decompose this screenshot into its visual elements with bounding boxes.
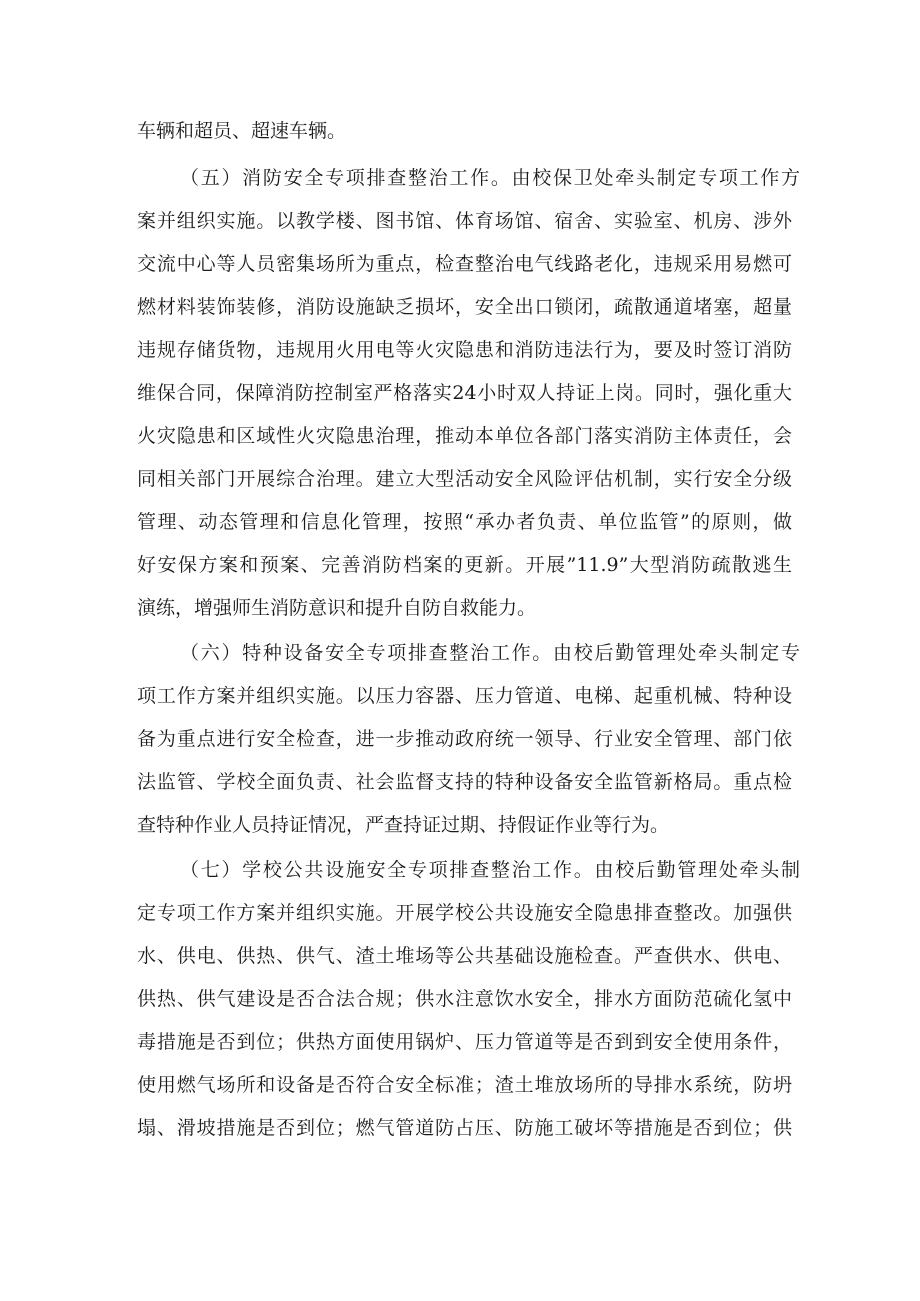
paragraph-line: 同相关部门开展综合治理。建立大型活动安全风险评估机制，实行安全分级 bbox=[137, 468, 792, 490]
paragraph-line: 项工作方案并组织实施。以压力容器、压力管道、电梯、起重机械、特种设 bbox=[137, 685, 792, 707]
paragraph-first-line: （六）特种设备安全专项排查整治工作。由校后勤管理处牵头制定专 bbox=[180, 642, 800, 664]
paragraph-line: 塌、滑坡措施是否到位；燃气管道防占压、防施工破坏等措施是否到位；供 bbox=[137, 1117, 792, 1139]
paragraph-line: 车辆和超员、超速车辆。 bbox=[137, 120, 347, 142]
paragraph-line: 演练，增强师生消防意识和提升自防自救能力。 bbox=[137, 597, 537, 619]
paragraph-line: 备为重点进行安全检查，进一步推动政府统一领导、行业安全管理、部门依 bbox=[137, 728, 792, 750]
paragraph-first-line: （七）学校公共设施安全专项排查整治工作。由校后勤管理处牵头制 bbox=[180, 859, 800, 881]
paragraph-line: 水、供电、供热、供气、渣土堆场等公共基础设施检查。严查供水、供电、 bbox=[137, 945, 792, 967]
paragraph-line: 违规存储货物，违规用火用电等火灾隐患和消防违法行为，要及时签订消防 bbox=[137, 339, 792, 361]
paragraph-line: 法监管、学校全面负责、社会监督支持的特种设备安全监管新格局。重点检 bbox=[137, 771, 792, 793]
paragraph-line: 好安保方案和预案、完善消防档案的更新。开展”11.9”大型消防疏散逃生 bbox=[137, 554, 792, 576]
paragraph-line: 交流中心等人员密集场所为重点，检查整治电气线路老化，违规采用易燃可 bbox=[137, 253, 792, 275]
paragraph-line: 案并组织实施。以教学楼、图书馆、体育场馆、宿舍、实验室、机房、涉外 bbox=[137, 210, 792, 232]
paragraph-line: 管理、动态管理和信息化管理，按照“承办者负责、单位监管”的原则，做 bbox=[137, 511, 792, 533]
paragraph-line: 火灾隐患和区域性火灾隐患治理，推动本单位各部门落实消防主体责任，会 bbox=[137, 425, 792, 447]
paragraph-line: 供热、供气建设是否合法合规；供水注意饮水安全，排水方面防范硫化氢中 bbox=[137, 988, 792, 1010]
paragraph-line: 燃材料装饰装修，消防设施缺乏损坏，安全出口锁闭，疏散通道堵塞，超量 bbox=[137, 296, 792, 318]
paragraph-line: 使用燃气场所和设备是否符合安全标准；渣土堆放场所的导排水系统，防坍 bbox=[137, 1074, 792, 1096]
paragraph-first-line: （五）消防安全专项排查整治工作。由校保卫处牵头制定专项工作方 bbox=[180, 167, 800, 189]
paragraph-line: 毒措施是否到位；供热方面使用锅炉、压力管道等是否到到安全使用条件， bbox=[137, 1031, 792, 1053]
paragraph-line: 维保合同，保障消防控制室严格落实24小时双人持证上岗。同时，强化重大 bbox=[137, 382, 792, 404]
paragraph-line: 定专项工作方案并组织实施。开展学校公共设施安全隐患排查整改。加强供 bbox=[137, 902, 792, 924]
paragraph-line: 查特种作业人员持证情况，严查持证过期、持假证作业等行为。 bbox=[137, 814, 670, 836]
